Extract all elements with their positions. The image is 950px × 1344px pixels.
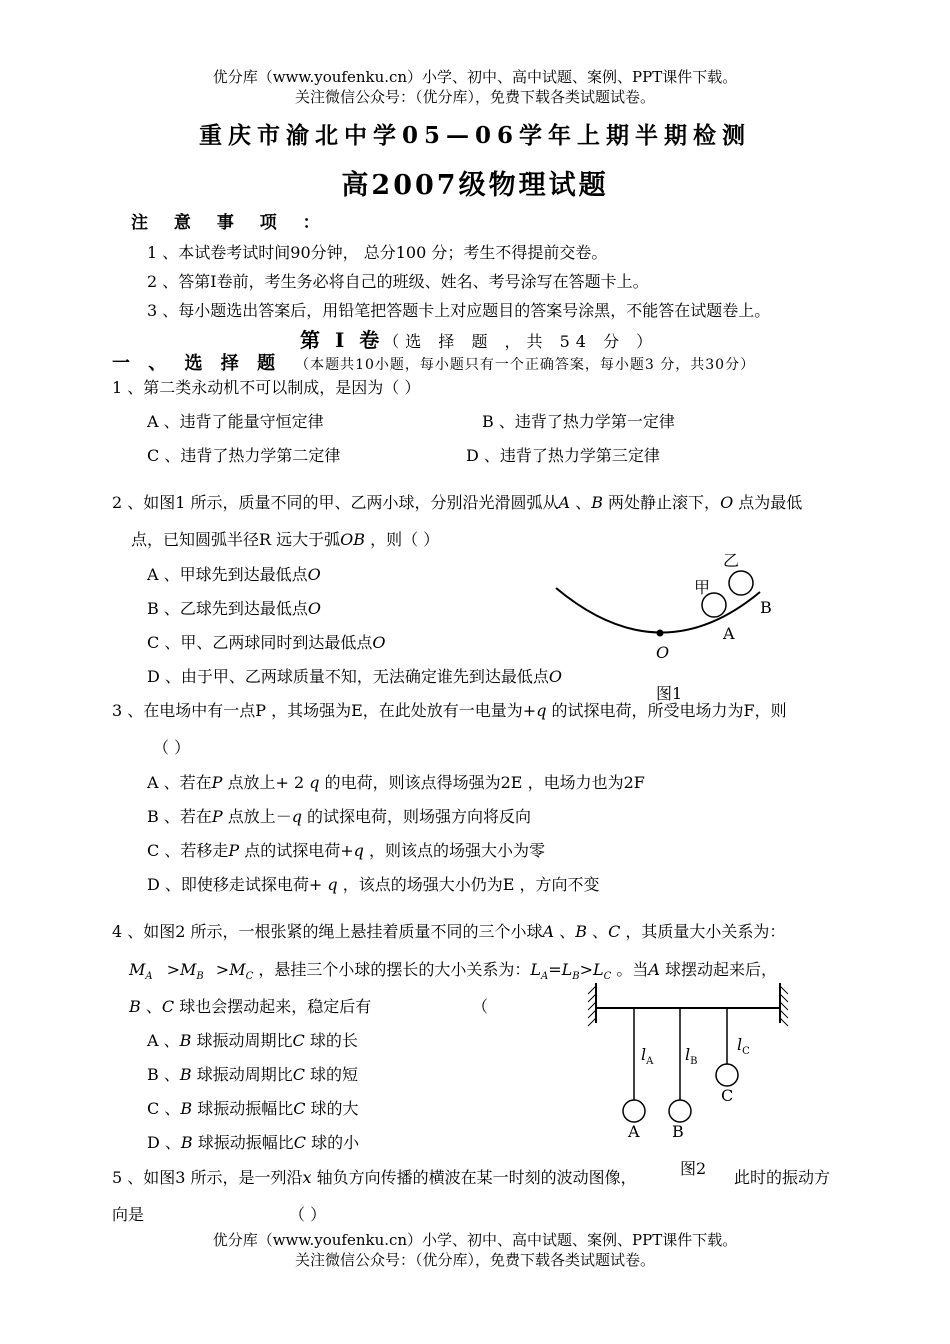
mass-b-sub: B xyxy=(196,971,204,983)
q4-b-label: B 、 xyxy=(147,1065,180,1084)
fig1-label-a: A xyxy=(723,624,735,643)
mass-c-sub: C xyxy=(245,971,254,983)
fig2-label-lc xyxy=(737,1035,750,1057)
fig2-lb-sub: B xyxy=(690,1056,698,1068)
pendulum-ball-a xyxy=(623,1100,645,1122)
q2-stem-text-2: 两处静止滚下， xyxy=(602,493,721,512)
q2-option-d xyxy=(147,664,562,687)
q2-option-c-text: C 、甲、乙两球同时到达最低点 xyxy=(147,633,373,652)
q1-option-d: D 、违背了热力学第三定律 xyxy=(466,446,660,465)
q5-stem-line-2: 向是 xyxy=(112,1205,145,1224)
q3-a-text-3: 的电荷，则该点得场强为2E ，电场力也为2F xyxy=(319,773,645,792)
q4-b-text-2: 球的短 xyxy=(304,1065,359,1084)
q5-stem-end: 此时的振动方 xyxy=(734,1168,831,1187)
q4-line2-end: 。当 xyxy=(611,960,649,979)
part-heading xyxy=(112,349,755,375)
q2-option-a-o: O xyxy=(307,565,321,584)
q3-stem-text-2: 的试探电荷，所受电场力为F，则 xyxy=(546,701,787,720)
length-c: L xyxy=(592,960,604,979)
q2-point-o: O xyxy=(720,493,734,512)
pendulum-ball-b xyxy=(669,1100,691,1122)
hatch xyxy=(780,1018,788,1026)
hatch xyxy=(780,994,788,1002)
footer-line-2: 关注微信公众号：（优分库），免费下载各类试题试卷。 xyxy=(294,1251,655,1269)
length-a: L xyxy=(530,960,541,979)
notice-item-1: 1 、本试卷考试时间90分钟， 总分100 分；考生不得提前交卷。 xyxy=(147,243,608,262)
q3-option-d xyxy=(147,872,600,895)
q4-line2-text: ，悬挂三个小球的摆长的大小关系为： xyxy=(253,960,531,979)
q4-a-c: C xyxy=(292,1031,305,1050)
q1-option-b: B 、违背了热力学第一定律 xyxy=(482,412,675,431)
length-c-sub: C xyxy=(603,971,612,983)
q4-c-text: 球振动振幅比 xyxy=(192,1099,294,1118)
q4-line2-end-2: 球摆动起来后， xyxy=(659,960,778,979)
q3-c-q: q xyxy=(353,841,364,860)
q4-c-text-2: 球的大 xyxy=(305,1099,359,1118)
q2-option-b-text: B 、乙球先到达最低点 xyxy=(147,599,308,618)
mass-a: M xyxy=(129,960,146,979)
q5-x-axis: x xyxy=(302,1168,312,1187)
school-title: 重庆市渝北中学05—06学年上期半期检测 xyxy=(198,122,751,149)
q3-paren: （ ） xyxy=(153,738,191,757)
q5-stem-text-2: 轴负方向传播的横波在某一时刻的波动图像， xyxy=(311,1168,637,1187)
hatch xyxy=(588,986,596,994)
q3-b-p: P xyxy=(211,807,223,826)
gt-1: > xyxy=(166,960,181,979)
q3-d-text: D 、即使移走试探电荷+ xyxy=(147,875,328,894)
fig2-ball-label-c: C xyxy=(721,1086,734,1105)
pendulum-ball-c xyxy=(716,1064,738,1086)
q1-option-a: A 、违背了能量守恒定律 xyxy=(147,412,324,431)
fig2-la-l: l xyxy=(641,1045,647,1064)
length-b-sub: B xyxy=(572,971,580,983)
q2-stem-text: 2 、如图1 所示，质量不同的甲、乙两小球，分别沿光滑圆弧从 xyxy=(112,493,559,512)
q2-option-a xyxy=(147,562,321,585)
q3-b-text: B 、若在 xyxy=(147,807,212,826)
hatch xyxy=(780,1010,788,1018)
q3-stem xyxy=(112,698,787,721)
q3-c-p: P xyxy=(228,841,240,860)
q4-b-b: B xyxy=(179,1065,192,1084)
q3-option-c xyxy=(147,838,545,861)
q4-line3-sep: 、 xyxy=(140,997,162,1016)
q4-line3-text: 球也会摆动起来，稳定后有 xyxy=(174,997,372,1016)
fig1-label-jia: 甲 xyxy=(694,578,711,597)
q3-d-q: q xyxy=(327,875,338,894)
header-line-2: 关注微信公众号：（优分库），免费下载各类试题试卷。 xyxy=(294,88,655,106)
q4-paren: （ xyxy=(472,997,489,1016)
part-note: （本题共10小题，每小题只有一个正确答案，每小题3 分，共30分） xyxy=(295,357,756,373)
q5-stem xyxy=(112,1165,637,1188)
fig2-label-lb xyxy=(685,1045,697,1067)
length-a-sub: A xyxy=(540,971,549,983)
q4-ball-a: A xyxy=(542,922,555,941)
fig2-lc-sub: C xyxy=(742,1046,750,1058)
q4-stem-text: 4 、如图2 所示，一根张紧的绳上悬挂着质量不同的三个小球 xyxy=(112,922,543,941)
q1-stem: 1 、第二类永动机不可以制成，是因为（ ） xyxy=(112,378,421,397)
ball-yi xyxy=(729,571,753,595)
exam-title: 高2007级物理试题 xyxy=(341,170,609,201)
q2-option-c-o: O xyxy=(372,633,386,652)
hatch xyxy=(588,994,596,1002)
fig2-ball-label-a: A xyxy=(628,1122,640,1141)
q2-option-d-o: O xyxy=(548,667,563,686)
header-line-1: 优分库（www.youfenku.cn）小学、初中、高中试题、案例、PPT课件下载。 xyxy=(212,68,738,86)
q4-line2-ball-a: A xyxy=(648,960,660,979)
q4-a-b: B xyxy=(179,1031,192,1050)
fig2-lc-l: l xyxy=(737,1035,743,1054)
q3-a-text: A 、若在 xyxy=(147,773,212,792)
hatch xyxy=(588,1018,596,1026)
section-title: 第 Ⅰ 卷 xyxy=(300,328,384,352)
q4-ball-b: B xyxy=(575,922,587,941)
q3-b-text-3: 的试探电荷，则场强方向将反向 xyxy=(301,807,532,826)
q4-c-b: B xyxy=(180,1099,193,1118)
q5-stem-text: 5 、如图3 所示，是一列沿 xyxy=(112,1168,303,1187)
mass-b: M xyxy=(180,960,197,979)
part-title: 一 、 选 择 题 xyxy=(112,353,282,374)
notice-item-3: 3 、每小题选出答案后，用铅笔把答题卡上对应题目的答案号涂黑，不能答在试题卷上。 xyxy=(147,301,771,320)
eq-sign: = xyxy=(548,960,562,979)
fig2-caption: 图2 xyxy=(680,1159,707,1178)
fig2-la-sub: A xyxy=(646,1056,654,1068)
notice-item-2: 2 、答第Ⅰ卷前，考生务必将自己的班级、姓名、考号涂写在答题卡上。 xyxy=(147,272,649,291)
q4-ball-c: C xyxy=(608,922,621,941)
fig1-label-b: B xyxy=(760,598,772,617)
q4-d-text: 球振动振幅比 xyxy=(192,1133,294,1152)
hatch xyxy=(780,986,788,994)
section-note: （选 择 题 ，共 54 分 ） xyxy=(383,332,659,351)
footer-line-1: 优分库（www.youfenku.cn）小学、初中、高中试题、案例、PPT课件下载。 xyxy=(212,1231,738,1249)
length-b: L xyxy=(561,960,573,979)
q1-option-c: C 、违背了热力学第二定律 xyxy=(147,446,341,465)
hatch xyxy=(588,1002,596,1010)
fig1-label-yi: 乙 xyxy=(723,551,740,570)
q2-stem xyxy=(112,490,802,513)
q4-d-c: C xyxy=(293,1133,307,1152)
notice-heading: 注 意 事 项 ： xyxy=(131,213,330,233)
q5-paren: （ ） xyxy=(289,1205,327,1224)
q4-option-d xyxy=(147,1130,359,1153)
q3-option-a xyxy=(147,770,645,793)
lowest-point-dot xyxy=(657,630,664,637)
q3-b-text-2: 点放上－ xyxy=(222,807,292,826)
q2-option-b-o: O xyxy=(307,599,321,618)
q4-d-label: D 、 xyxy=(147,1133,181,1152)
q4-stem-line-3 xyxy=(129,994,371,1017)
q4-b-text: 球振动周期比 xyxy=(191,1065,293,1084)
q2-sep: 、 xyxy=(570,493,592,512)
fig1-caption: 图1 xyxy=(656,684,683,703)
q3-q: q xyxy=(536,701,547,720)
fig1-label-o: O xyxy=(656,643,670,662)
q2-option-d-text: D 、由于甲、乙两球质量不知，无法确定谁先到达最低点 xyxy=(147,667,549,686)
q3-c-text: C 、若移走 xyxy=(147,841,229,860)
fig2-lb-l: l xyxy=(685,1045,691,1064)
q4-c-label: C 、 xyxy=(147,1099,181,1118)
q3-c-text-3: ，则该点的场强大小为零 xyxy=(363,841,545,860)
q3-a-q: q xyxy=(309,773,320,792)
q2-stem-text-3: 点为最低 xyxy=(733,493,803,512)
q2-line2-text: 点，已知圆弧半径R 远大于弧 xyxy=(131,530,341,549)
q4-d-text-2: 球的小 xyxy=(306,1133,360,1152)
q4-a-label: A 、 xyxy=(147,1031,180,1050)
gt-3: > xyxy=(579,960,593,979)
q2-arc-ob: OB xyxy=(340,530,366,549)
q4-a-text: 球振动周期比 xyxy=(191,1031,293,1050)
q4-sep-1: 、 xyxy=(554,922,576,941)
fig2-label-la xyxy=(641,1045,653,1067)
q2-point-b: B xyxy=(591,493,603,512)
q2-stem-line-2 xyxy=(131,527,439,550)
q3-stem-text: 3 、在电场中有一点P ，其场强为E，在此处放有一电量为+ xyxy=(112,701,537,720)
q4-c-c: C xyxy=(293,1099,306,1118)
q4-option-a xyxy=(147,1028,358,1051)
q4-stem xyxy=(112,919,785,942)
q2-option-a-text: A 、甲球先到达最低点 xyxy=(147,565,308,584)
q2-option-c xyxy=(147,630,385,653)
gt-2: > xyxy=(215,960,230,979)
q4-stem-text-2: ，其质量大小关系为： xyxy=(620,922,786,941)
q3-a-p: P xyxy=(211,773,223,792)
q2-option-b xyxy=(147,596,321,619)
q3-b-q: q xyxy=(291,807,302,826)
q3-a-text-2: 点放上+ 2 xyxy=(222,773,310,792)
q4-line3-ball-c: C xyxy=(161,997,175,1016)
q4-a-text-2: 球的长 xyxy=(304,1031,358,1050)
mass-c: M xyxy=(229,960,246,979)
q2-line2-paren: ，则（ ） xyxy=(365,530,440,549)
q4-d-b: B xyxy=(180,1133,193,1152)
q4-line3-ball-b: B xyxy=(129,997,141,1016)
q3-c-text-2: 点的试探电荷+ xyxy=(239,841,354,860)
q3-option-b xyxy=(147,804,531,827)
hatch xyxy=(780,1002,788,1010)
q3-d-text-2: ，该点的场强大小仍为E ，方向不变 xyxy=(337,875,600,894)
q4-option-b xyxy=(147,1062,358,1085)
mass-a-sub: A xyxy=(145,971,153,983)
q4-option-c xyxy=(147,1096,359,1119)
q2-point-a: A xyxy=(558,493,571,512)
hatch xyxy=(588,1010,596,1018)
q4-b-c: C xyxy=(292,1065,305,1084)
q4-sep-2: 、 xyxy=(586,922,609,941)
fig2-ball-label-b: B xyxy=(672,1122,684,1141)
